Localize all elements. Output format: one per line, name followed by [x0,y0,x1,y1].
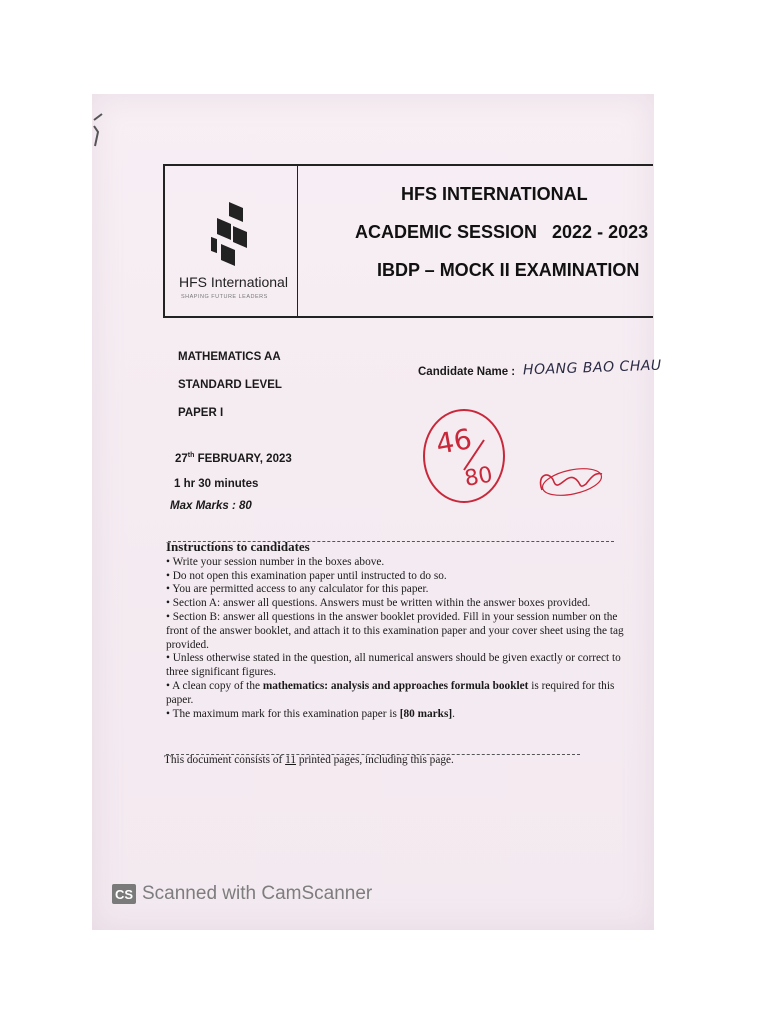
staple-mark-icon [92,112,106,152]
watermark-text: Scanned with CamScanner [142,883,373,904]
instructions-block [166,540,626,721]
grade-score: 46 [433,422,475,461]
school-logo [165,166,298,316]
grade-mark [418,404,608,514]
instruction-item: • Unless otherwise stated in the question, all numerical answers should be given exactly or correct to three significant figures. [166,652,624,679]
hfs-logo-icon [203,200,259,270]
instruction-item-formula: • A clean copy of the mathematics: analysis and approaches formula booklet is required for this paper. [166,679,618,706]
grade-total: 80 [462,462,495,492]
page-count-note: This document consists of 11 printed pages, including this page. [164,754,454,766]
instructions-title: Instructions to candidates [166,539,310,554]
max-marks: Max Marks : 80 [170,500,252,512]
instruction-item: • Section A: answer all questions. Answers must be written within the answer boxes provided. [166,597,591,610]
school-title: HFS INTERNATIONAL [401,184,588,204]
level: STANDARD LEVEL [178,379,282,391]
instruction-item-maxmark: • The maximum mark for this examination paper is [80 marks]. [166,707,455,720]
exam-header-box [163,164,653,318]
instruction-item: • Write your session number in the boxes above. [166,555,385,568]
exam-duration: 1 hr 30 minutes [174,478,259,490]
exam-title: IBDP – MOCK II EXAMINATION [377,260,640,280]
exam-date: 27th FEBRUARY, 2023 [175,452,292,465]
logo-tagline: SHAPING FUTURE LEADERS [181,294,268,300]
camscanner-logo-icon: CS [112,884,136,904]
candidate-label: Candidate Name : [418,366,516,378]
instruction-item: • Do not open this examination paper until instructed to do so. [166,569,447,582]
academic-session: ACADEMIC SESSION 2022 - 2023 [355,222,649,242]
logo-name: HFS International [179,274,288,290]
instruction-item: • You are permitted access to any calculator for this paper. [166,583,429,596]
paper-number: PAPER I [178,407,224,419]
candidate-name-handwritten: HOANG BAO CHAU [522,357,662,379]
camscanner-watermark [112,883,372,905]
instruction-item: • Section B: answer all questions in the answer booklet provided. Fill in your session number on the front of the answer booklet, and attach it to this examination paper and your cover sheet using the tag provided. [166,610,627,651]
subject: MATHEMATICS AA [178,351,281,363]
